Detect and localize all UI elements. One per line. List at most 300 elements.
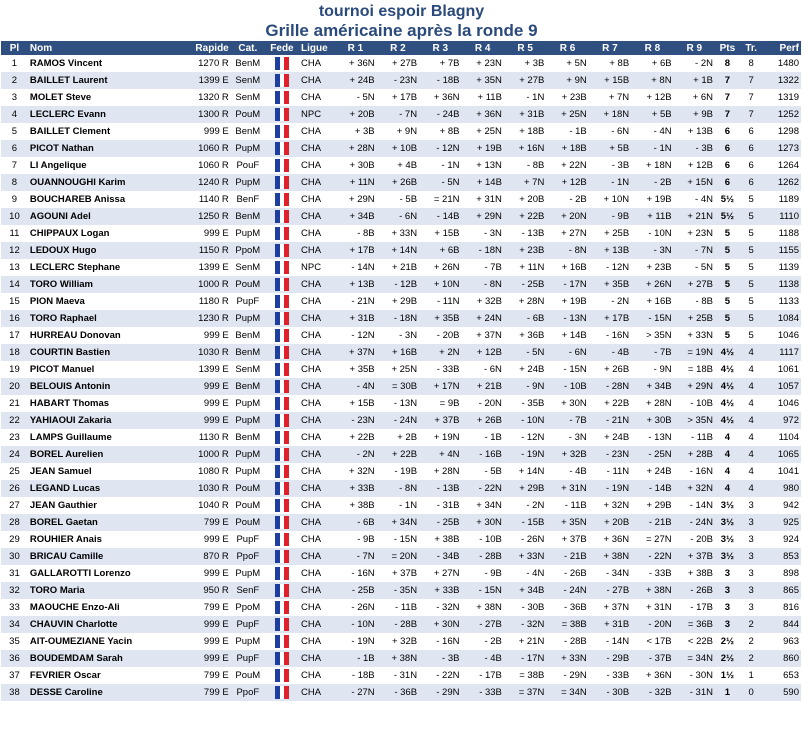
tiebreak-cell: 2 (740, 616, 763, 633)
round-result-cell: + 22B (377, 446, 419, 463)
performance-cell: 1046 (763, 395, 801, 412)
federation-cell (265, 293, 299, 310)
round-result-cell: + 16N (504, 140, 546, 157)
points-cell: 4 (715, 463, 740, 480)
performance-cell: 816 (763, 599, 801, 616)
round-result-cell: + 31B (334, 310, 376, 327)
round-result-cell: - 18B (419, 72, 461, 89)
round-result-cell: + 30N (419, 616, 461, 633)
round-result-cell: = 19N (674, 344, 715, 361)
round-result-cell: + 11N (504, 259, 546, 276)
category-cell: BenM (231, 429, 265, 446)
round-result-cell: - 25N (631, 446, 673, 463)
round-result-cell: + 13B (674, 123, 715, 140)
round-result-cell: - 10N (504, 412, 546, 429)
round-result-cell: + 18B (504, 123, 546, 140)
rank-cell: 12 (1, 242, 28, 259)
round-result-cell: - 33B (631, 565, 673, 582)
column-header: Nom (28, 41, 160, 55)
column-header: Cat. (231, 41, 265, 55)
france-flag-icon (275, 193, 289, 206)
points-cell: 3 (715, 565, 740, 582)
round-result-cell: + 33B (334, 480, 376, 497)
round-result-cell: - 30B (504, 599, 546, 616)
round-result-cell: + 14B (461, 174, 503, 191)
round-result-cell: + 35N (461, 72, 503, 89)
round-result-cell: + 29N (674, 378, 715, 395)
round-result-cell: + 30N (461, 514, 503, 531)
round-result-cell: - 2N (589, 293, 631, 310)
france-flag-icon (275, 108, 289, 121)
france-flag-icon (275, 533, 289, 546)
round-result-cell: - 5B (461, 463, 503, 480)
league-cell: CHA (299, 480, 334, 497)
category-cell: PouM (231, 497, 265, 514)
tiebreak-cell: 5 (740, 242, 763, 259)
category-cell: PupM (231, 633, 265, 650)
rating-cell: 999 E (160, 225, 230, 242)
table-row (1, 106, 801, 123)
round-result-cell: - 4N (631, 123, 673, 140)
performance-cell: 898 (763, 565, 801, 582)
tiebreak-cell: 4 (740, 395, 763, 412)
round-result-cell: + 26B (589, 361, 631, 378)
federation-cell (265, 684, 299, 701)
points-cell: 5 (715, 310, 740, 327)
round-result-cell: = 34N (546, 684, 588, 701)
round-result-cell: + 36N (631, 667, 673, 684)
round-result-cell: + 5N (546, 55, 588, 72)
federation-cell (265, 633, 299, 650)
table-row (1, 548, 801, 565)
table-row (1, 89, 801, 106)
points-cell: 4½ (715, 412, 740, 429)
column-header: Tr. (740, 41, 763, 55)
round-result-cell: + 21N (674, 208, 715, 225)
performance-cell: 1117 (763, 344, 801, 361)
round-result-cell: - 18B (334, 667, 376, 684)
round-result-cell: + 21B (377, 259, 419, 276)
france-flag-icon (275, 397, 289, 410)
round-result-cell: - 8B (504, 157, 546, 174)
round-result-cell: - 7N (377, 106, 419, 123)
round-result-cell: - 21N (589, 412, 631, 429)
category-cell: BenF (231, 191, 265, 208)
round-result-cell: + 14N (504, 463, 546, 480)
round-result-cell: + 17B (377, 89, 419, 106)
table-row (1, 480, 801, 497)
points-cell: 6 (715, 174, 740, 191)
category-cell: PupF (231, 616, 265, 633)
performance-cell: 1322 (763, 72, 801, 89)
round-result-cell: + 29B (377, 293, 419, 310)
player-name-cell: FEVRIER Oscar (28, 667, 160, 684)
round-result-cell: - 16N (674, 463, 715, 480)
rating-cell: 1030 R (160, 480, 230, 497)
league-cell: CHA (299, 174, 334, 191)
france-flag-icon (275, 295, 289, 308)
performance-cell: 844 (763, 616, 801, 633)
france-flag-icon (275, 227, 289, 240)
rank-cell: 37 (1, 667, 28, 684)
column-header: Rapide (160, 41, 230, 55)
federation-cell (265, 582, 299, 599)
federation-cell (265, 225, 299, 242)
round-result-cell: + 7B (419, 55, 461, 72)
round-result-cell: + 15B (419, 225, 461, 242)
round-result-cell: - 1N (589, 174, 631, 191)
france-flag-icon (275, 567, 289, 580)
rank-cell: 15 (1, 293, 28, 310)
round-result-cell: - 7B (631, 344, 673, 361)
france-flag-icon (275, 414, 289, 427)
league-cell: CHA (299, 191, 334, 208)
tiebreak-cell: 7 (740, 89, 763, 106)
france-flag-icon (275, 669, 289, 682)
round-result-cell: + 30N (546, 395, 588, 412)
rating-cell: 1399 E (160, 259, 230, 276)
round-result-cell: - 20N (461, 395, 503, 412)
round-result-cell: - 13B (419, 480, 461, 497)
france-flag-icon (275, 363, 289, 376)
category-cell: PouM (231, 106, 265, 123)
round-result-cell: + 36N (419, 89, 461, 106)
round-result-cell: + 36N (334, 55, 376, 72)
round-result-cell: = 38B (504, 667, 546, 684)
round-result-cell: - 2N (334, 446, 376, 463)
round-result-cell: + 28N (419, 463, 461, 480)
round-result-cell: - 6N (589, 123, 631, 140)
round-result-cell: + 17N (419, 378, 461, 395)
round-result-cell: + 26N (419, 259, 461, 276)
standings-table (1, 41, 801, 701)
round-result-cell: + 3B (334, 123, 376, 140)
round-result-cell: + 28N (631, 395, 673, 412)
league-cell: CHA (299, 242, 334, 259)
column-header: R 7 (589, 41, 631, 55)
round-result-cell: + 31B (589, 616, 631, 633)
round-result-cell: + 38N (589, 548, 631, 565)
round-result-cell: + 37B (674, 548, 715, 565)
round-result-cell: - 19N (589, 480, 631, 497)
performance-cell: 1298 (763, 123, 801, 140)
round-result-cell: - 32N (419, 599, 461, 616)
points-cell: 4 (715, 446, 740, 463)
rating-cell: 999 E (160, 395, 230, 412)
points-cell: 3 (715, 599, 740, 616)
table-row (1, 361, 801, 378)
player-name-cell: ROUHIER Anais (28, 531, 160, 548)
round-result-cell: + 17B (589, 310, 631, 327)
round-result-cell: + 17B (334, 242, 376, 259)
round-result-cell: + 38B (334, 497, 376, 514)
rating-cell: 999 E (160, 616, 230, 633)
round-result-cell: - 24N (546, 582, 588, 599)
points-cell: 4½ (715, 344, 740, 361)
player-name-cell: BELOUIS Antonin (28, 378, 160, 395)
round-result-cell: + 8B (589, 55, 631, 72)
league-cell: CHA (299, 140, 334, 157)
player-name-cell: PICOT Nathan (28, 140, 160, 157)
round-result-cell: + 20B (504, 191, 546, 208)
round-result-cell: - 12N (334, 327, 376, 344)
federation-cell (265, 616, 299, 633)
round-result-cell: + 24B (504, 361, 546, 378)
round-result-cell: - 14N (334, 259, 376, 276)
federation-cell (265, 531, 299, 548)
round-result-cell: < 22B (674, 633, 715, 650)
league-cell: CHA (299, 548, 334, 565)
round-result-cell: = 37N (504, 684, 546, 701)
round-result-cell: - 11B (674, 429, 715, 446)
round-result-cell: + 32B (377, 633, 419, 650)
player-name-cell: JEAN Gauthier (28, 497, 160, 514)
table-row (1, 242, 801, 259)
performance-cell: 1188 (763, 225, 801, 242)
rank-cell: 31 (1, 565, 28, 582)
tiebreak-cell: 3 (740, 582, 763, 599)
round-result-cell: = 20N (377, 548, 419, 565)
round-result-cell: - 31N (674, 684, 715, 701)
round-result-cell: - 18N (377, 310, 419, 327)
column-header: Pl (1, 41, 28, 55)
rating-cell: 1150 R (160, 242, 230, 259)
rank-cell: 5 (1, 123, 28, 140)
round-result-cell: + 12B (674, 157, 715, 174)
round-result-cell: - 23N (589, 446, 631, 463)
category-cell: BenM (231, 327, 265, 344)
round-result-cell: + 28B (674, 446, 715, 463)
round-result-cell: + 27B (674, 276, 715, 293)
round-result-cell: + 38N (461, 599, 503, 616)
league-cell: CHA (299, 89, 334, 106)
player-name-cell: JEAN Samuel (28, 463, 160, 480)
table-row (1, 514, 801, 531)
federation-cell (265, 667, 299, 684)
points-cell: 1½ (715, 667, 740, 684)
rank-cell: 27 (1, 497, 28, 514)
league-cell: CHA (299, 446, 334, 463)
category-cell: PupM (231, 412, 265, 429)
round-result-cell: - 25B (334, 582, 376, 599)
league-cell: CHA (299, 208, 334, 225)
round-result-cell: - 4B (546, 463, 588, 480)
round-result-cell: - 5N (504, 344, 546, 361)
performance-cell: 653 (763, 667, 801, 684)
round-result-cell: - 28N (589, 378, 631, 395)
round-result-cell: - 34B (419, 548, 461, 565)
rank-cell: 13 (1, 259, 28, 276)
tiebreak-cell: 5 (740, 208, 763, 225)
table-row (1, 174, 801, 191)
federation-cell (265, 310, 299, 327)
table-row (1, 123, 801, 140)
performance-cell: 1046 (763, 327, 801, 344)
table-row (1, 684, 801, 701)
round-result-cell: - 7B (546, 412, 588, 429)
france-flag-icon (275, 448, 289, 461)
round-result-cell: - 3N (461, 225, 503, 242)
round-result-cell: - 21B (631, 514, 673, 531)
league-cell: CHA (299, 55, 334, 72)
league-cell: CHA (299, 412, 334, 429)
tiebreak-cell: 5 (740, 276, 763, 293)
round-result-cell: + 10N (589, 191, 631, 208)
round-result-cell: + 13N (461, 157, 503, 174)
france-flag-icon (275, 635, 289, 648)
federation-cell (265, 565, 299, 582)
rank-cell: 25 (1, 463, 28, 480)
table-row (1, 225, 801, 242)
performance-cell: 1065 (763, 446, 801, 463)
round-result-cell: - 36B (377, 684, 419, 701)
round-result-cell: - 13N (546, 310, 588, 327)
round-result-cell: - 3N (546, 429, 588, 446)
round-result-cell: + 37B (419, 412, 461, 429)
round-result-cell: - 31B (419, 497, 461, 514)
rating-cell: 799 E (160, 684, 230, 701)
round-result-cell: - 15N (377, 531, 419, 548)
round-result-cell: + 23B (631, 259, 673, 276)
table-row (1, 463, 801, 480)
table-body (1, 55, 801, 701)
round-result-cell: + 38B (419, 531, 461, 548)
france-flag-icon (275, 329, 289, 342)
round-result-cell: + 4B (377, 157, 419, 174)
round-result-cell: - 15N (546, 361, 588, 378)
performance-cell: 1262 (763, 174, 801, 191)
round-result-cell: + 34B (334, 208, 376, 225)
round-result-cell: - 8B (674, 293, 715, 310)
france-flag-icon (275, 261, 289, 274)
tiebreak-cell: 7 (740, 106, 763, 123)
round-result-cell: - 30N (674, 667, 715, 684)
league-cell: CHA (299, 582, 334, 599)
table-row (1, 616, 801, 633)
player-name-cell: LAMPS Guillaume (28, 429, 160, 446)
category-cell: PpoF (231, 548, 265, 565)
round-result-cell: - 6N (546, 344, 588, 361)
table-row (1, 327, 801, 344)
round-result-cell: + 35N (546, 514, 588, 531)
round-result-cell: + 18N (589, 106, 631, 123)
rating-cell: 999 E (160, 531, 230, 548)
federation-cell (265, 548, 299, 565)
round-result-cell: - 2B (546, 191, 588, 208)
round-result-cell: + 18N (631, 157, 673, 174)
round-result-cell: - 29N (546, 667, 588, 684)
round-result-cell: + 27B (504, 72, 546, 89)
round-result-cell: + 37N (589, 599, 631, 616)
france-flag-icon (275, 74, 289, 87)
round-result-cell: - 14N (589, 633, 631, 650)
round-result-cell: + 7N (504, 174, 546, 191)
round-result-cell: + 2N (419, 344, 461, 361)
league-cell: CHA (299, 293, 334, 310)
rank-cell: 21 (1, 395, 28, 412)
player-name-cell: LEGAND Lucas (28, 480, 160, 497)
table-row (1, 599, 801, 616)
rating-cell: 1250 R (160, 208, 230, 225)
round-result-cell: - 19N (504, 446, 546, 463)
column-header: R 1 (334, 41, 376, 55)
round-result-cell: - 16N (419, 633, 461, 650)
league-cell: CHA (299, 310, 334, 327)
category-cell: PupM (231, 140, 265, 157)
rank-cell: 6 (1, 140, 28, 157)
league-cell: CHA (299, 327, 334, 344)
rank-cell: 38 (1, 684, 28, 701)
round-result-cell: - 28B (377, 616, 419, 633)
round-result-cell: + 27N (546, 225, 588, 242)
league-cell: NPC (299, 106, 334, 123)
tiebreak-cell: 3 (740, 599, 763, 616)
performance-cell: 1273 (763, 140, 801, 157)
column-header: R 5 (504, 41, 546, 55)
league-cell: CHA (299, 225, 334, 242)
round-result-cell: + 3B (504, 55, 546, 72)
category-cell: SenM (231, 89, 265, 106)
player-name-cell: TORO Raphael (28, 310, 160, 327)
table-row (1, 412, 801, 429)
round-result-cell: + 6B (631, 55, 673, 72)
round-result-cell: + 25N (461, 123, 503, 140)
points-cell: 5½ (715, 191, 740, 208)
round-result-cell: = 30B (377, 378, 419, 395)
round-result-cell: + 29N (461, 208, 503, 225)
round-result-cell: + 32N (334, 463, 376, 480)
round-result-cell: - 3N (377, 327, 419, 344)
france-flag-icon (275, 278, 289, 291)
round-result-cell: + 16B (546, 259, 588, 276)
round-result-cell: - 8N (377, 480, 419, 497)
round-result-cell: - 6N (461, 361, 503, 378)
rank-cell: 11 (1, 225, 28, 242)
rating-cell: 1060 R (160, 157, 230, 174)
table-row (1, 259, 801, 276)
points-cell: 5 (715, 293, 740, 310)
federation-cell (265, 361, 299, 378)
round-result-cell: - 26B (546, 565, 588, 582)
round-result-cell: + 27B (377, 55, 419, 72)
round-result-cell: - 7B (461, 259, 503, 276)
round-result-cell: + 33N (674, 327, 715, 344)
france-flag-icon (275, 550, 289, 563)
round-result-cell: + 31N (631, 599, 673, 616)
category-cell: PouM (231, 667, 265, 684)
round-result-cell: - 22N (461, 480, 503, 497)
federation-cell (265, 480, 299, 497)
points-cell: 3½ (715, 514, 740, 531)
tiebreak-cell: 4 (740, 344, 763, 361)
round-result-cell: - 32N (504, 616, 546, 633)
round-result-cell: + 32B (546, 446, 588, 463)
round-result-cell: + 7N (589, 89, 631, 106)
round-result-cell: - 9B (461, 565, 503, 582)
category-cell: PouF (231, 157, 265, 174)
category-cell: PouM (231, 276, 265, 293)
column-header: R 8 (631, 41, 673, 55)
tiebreak-cell: 8 (740, 55, 763, 72)
round-result-cell: = 34N (674, 650, 715, 667)
federation-cell (265, 497, 299, 514)
round-result-cell: - 22N (419, 667, 461, 684)
table-row (1, 582, 801, 599)
table-row (1, 650, 801, 667)
tiebreak-cell: 6 (740, 140, 763, 157)
rank-cell: 3 (1, 89, 28, 106)
table-row (1, 633, 801, 650)
